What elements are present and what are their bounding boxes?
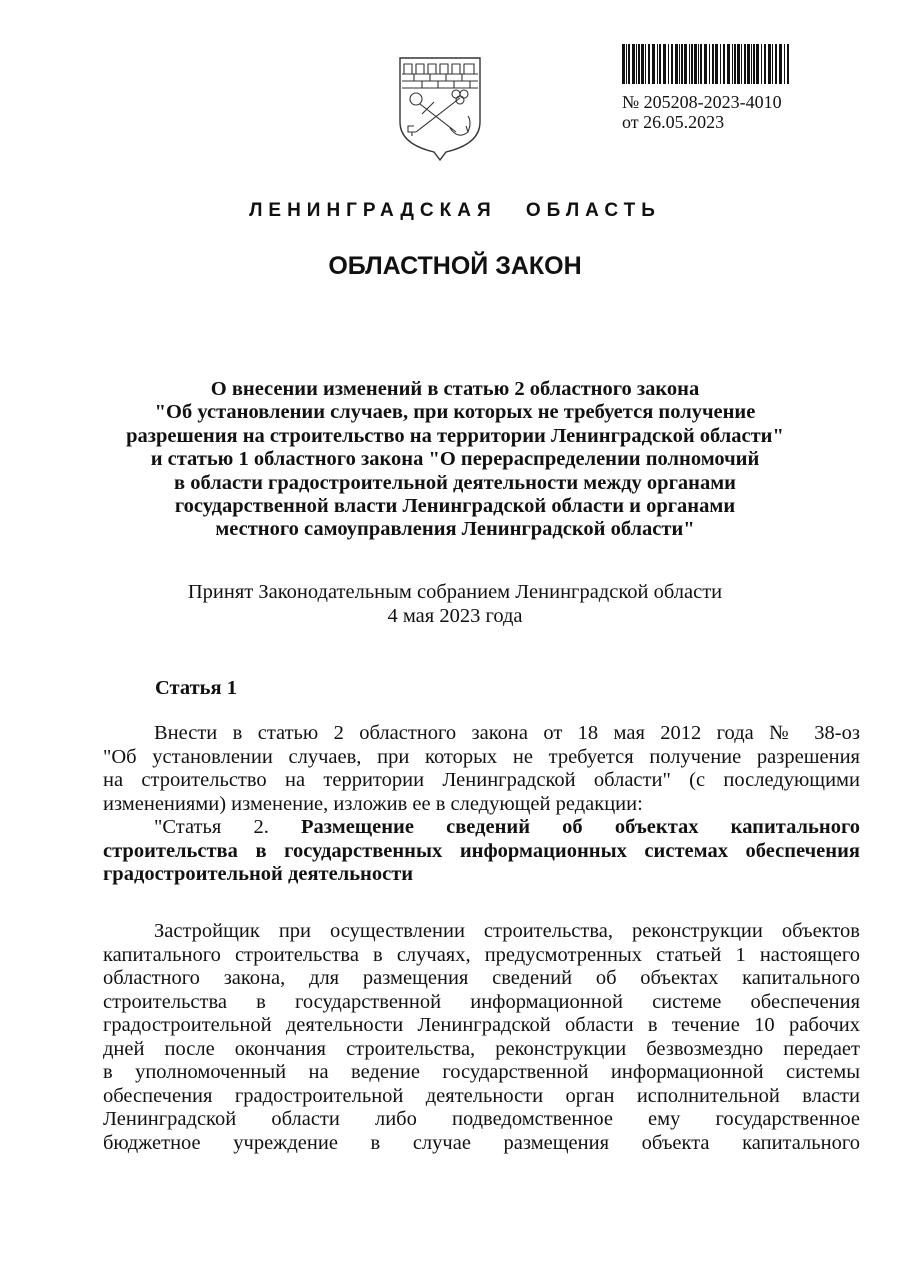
body-line: обеспечения градостроительной деятельности орган исполнительной власти: [103, 1084, 860, 1107]
region-title: ЛЕНИНГРАДСКАЯ ОБЛАСТЬ: [249, 200, 661, 221]
article-1-heading: Статья 1: [155, 677, 237, 699]
law-type-heading: ОБЛАСТНОЙ ЗАКОН: [328, 252, 582, 280]
coat-of-arms-icon: [394, 52, 486, 162]
body-line: Внести в статью 2 областного закона от 18 мая 2012 года № 38-оз: [154, 722, 860, 744]
body-line: изменениями) изменение, изложив ее в следующей редакции:: [103, 792, 643, 815]
law-title: [60, 378, 850, 542]
body-line: в уполномоченный на ведение государственной информационной системы: [103, 1061, 860, 1083]
coat-of-arms-emblem: [394, 52, 486, 162]
law-title-line: "Об установлении случаев, при которых не требуется получение: [154, 401, 756, 424]
quoted-article-title-line: строительства в государственных информационных системах обеспечения: [103, 839, 860, 862]
quoted-article-title-line: градостроительной деятельности: [103, 863, 414, 885]
registration-stamp: [610, 44, 790, 132]
adoption-date: 4 мая 2023 года: [387, 605, 523, 627]
barcode-icon: [622, 44, 790, 84]
law-title-line: О внесении изменений в статью 2 областного закона: [210, 378, 700, 400]
body-line: Застройщик при осуществлении строительства, реконструкции объектов: [154, 920, 860, 942]
body-line: областного закона, для размещения сведений об объектах капитального: [103, 967, 860, 989]
law-title-line: в области градостроительной деятельности между органами: [174, 471, 736, 494]
registration-number: № 205208-2023-4010: [622, 92, 782, 112]
body-line: на строительство на территории Ленинградской области" (с последующими: [103, 769, 860, 791]
body-line: дней после окончания строительства, реконструкции безвозмездно передает: [103, 1037, 860, 1060]
law-title-line: государственной власти Ленинградской области и органами: [174, 495, 736, 518]
quoted-article-text: [103, 920, 860, 1155]
law-title-line: и статью 1 областного закона "О перераспределении полномочий: [150, 448, 760, 471]
body-line: градостроительной деятельности Ленинградской области в течение 10 рабочих: [103, 1014, 860, 1036]
law-title-line: местного самоуправления Ленинградской области": [215, 518, 695, 541]
body-line: "Об установлении случаев, при которых не требуется получение разрешения: [103, 745, 860, 768]
registration-date: от 26.05.2023: [622, 112, 725, 132]
quoted-article-title: Размещение сведений об объектах капитального: [301, 816, 860, 838]
adoption-note: [60, 580, 850, 628]
law-title-line: разрешения на строительство на территории Ленинградской области": [126, 424, 784, 447]
quoted-article-title-first-line: [103, 816, 860, 840]
quoted-article-label: "Статья 2.: [154, 816, 269, 838]
body-line: бюджетное учреждение в случае размещения объекта капитального: [103, 1131, 860, 1154]
adoption-body: Принят Законодательным собранием Ленинградской области: [187, 581, 723, 603]
article-1-body: [103, 722, 860, 887]
body-line: капитального строительства в случаях, предусмотренных статьей 1 настоящего: [103, 943, 860, 966]
body-line: Ленинградской области либо подведомственное ему государственное: [103, 1108, 860, 1130]
body-line: строительства в государственной информационной системе обеспечения: [103, 990, 860, 1013]
